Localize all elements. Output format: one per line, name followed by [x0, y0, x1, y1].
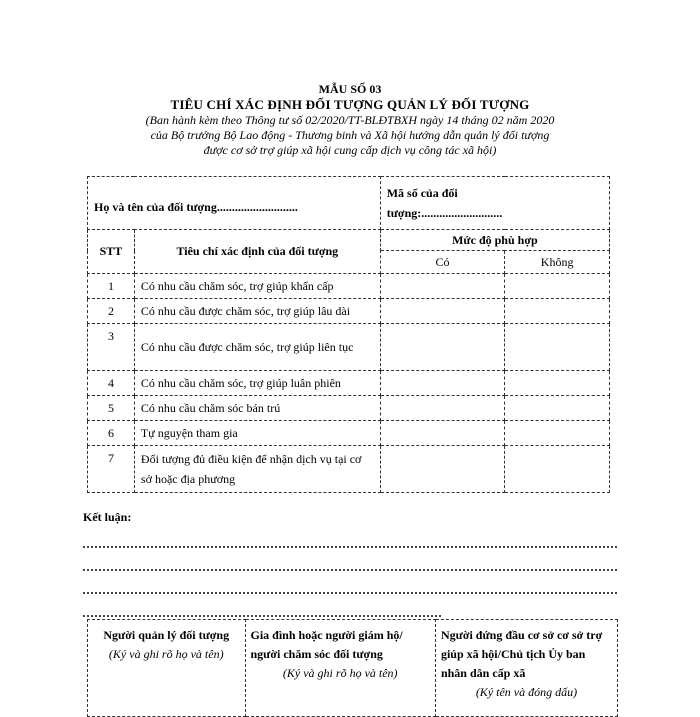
document-header — [80, 82, 620, 158]
signature-note: (Ký tên và đóng dấu) — [475, 685, 578, 699]
row-criteria: Có nhu cầu chăm sóc, trợ giúp khẩn cấp — [134, 274, 380, 299]
code-field-cell — [380, 177, 609, 230]
row-no-cell[interactable] — [505, 324, 610, 371]
row-no-cell[interactable] — [505, 396, 610, 421]
info-row — [88, 177, 610, 230]
signature-table — [87, 619, 618, 717]
column-header-stt: STT — [88, 230, 135, 274]
table-row — [88, 274, 610, 299]
criteria-table — [87, 176, 610, 493]
conclusion-line-2[interactable] — [83, 553, 617, 571]
row-yes-cell[interactable] — [380, 324, 505, 371]
row-no-cell[interactable] — [505, 421, 610, 446]
signature-title: Người quản lý đối tượng — [103, 628, 230, 642]
signature-cell-manager — [88, 620, 246, 717]
row-criteria: Đối tượng đủ điều kiện để nhận dịch vụ tại cơ sở hoặc địa phương — [134, 446, 380, 493]
row-stt: 5 — [88, 396, 135, 421]
table-row — [88, 421, 610, 446]
conclusion-label: Kết luận: — [83, 510, 132, 524]
conclusion-line-1[interactable] — [83, 530, 617, 548]
row-stt: 7 — [88, 446, 135, 493]
row-no-cell[interactable] — [505, 371, 610, 396]
row-yes-cell[interactable] — [380, 396, 505, 421]
signature-cell-head — [435, 620, 617, 717]
document-title: TIÊU CHÍ XÁC ĐỊNH ĐỐI TƯỢNG QUẢN LÝ ĐỐI TƯỢNG — [170, 97, 530, 112]
signature-note: (Ký và ghi rõ họ và tên) — [108, 647, 224, 661]
row-criteria: Tự nguyện tham gia — [134, 421, 380, 446]
conclusion-line-4[interactable] — [83, 599, 441, 617]
name-field-label: Họ và tên của đối tượng........................... — [88, 177, 381, 230]
code-field-label-line2: tượng:........................... — [386, 206, 503, 220]
signature-note: (Ký và ghi rõ họ và tên) — [282, 666, 398, 680]
row-stt: 4 — [88, 371, 135, 396]
row-criteria: Có nhu cầu chăm sóc, trợ giúp luân phiên — [134, 371, 380, 396]
table-row — [88, 299, 610, 324]
form-code: MẪU SỐ 03 — [318, 82, 382, 96]
row-no-cell[interactable] — [505, 274, 610, 299]
row-stt: 3 — [88, 324, 135, 371]
row-stt: 1 — [88, 274, 135, 299]
row-yes-cell[interactable] — [380, 299, 505, 324]
conclusion-section — [83, 509, 617, 617]
subtitle-line-2: của Bộ trưởng Bộ Lao động - Thương binh và Xã hội hướng dẫn quản lý đối tượng — [150, 128, 550, 142]
row-criteria: Có nhu cầu được chăm sóc, trợ giúp lâu dài — [134, 299, 380, 324]
row-yes-cell[interactable] — [380, 371, 505, 396]
row-criteria: Có nhu cầu chăm sóc bán trú — [134, 396, 380, 421]
column-header-yes: Có — [380, 251, 505, 274]
subtitle-line-3: được cơ sở trợ giúp xã hội cung cấp dịch vụ công tác xã hội) — [203, 143, 497, 157]
row-yes-cell[interactable] — [380, 446, 505, 493]
conclusion-line-3[interactable] — [83, 576, 617, 594]
column-header-level: Mức độ phù hợp — [380, 230, 609, 251]
row-criteria: Có nhu cầu được chăm sóc, trợ giúp liên tục — [134, 324, 380, 371]
table-row — [88, 446, 610, 493]
row-yes-cell[interactable] — [380, 274, 505, 299]
table-header-row — [88, 230, 610, 251]
signature-cell-family — [245, 620, 435, 717]
signature-row — [88, 620, 618, 717]
row-stt: 2 — [88, 299, 135, 324]
table-row — [88, 371, 610, 396]
row-no-cell[interactable] — [505, 299, 610, 324]
table-row — [88, 324, 610, 371]
row-no-cell[interactable] — [505, 446, 610, 493]
code-field-label-line1: Mã số của đối — [386, 186, 458, 200]
row-stt: 6 — [88, 421, 135, 446]
column-header-no: Không — [505, 251, 610, 274]
signature-title: Gia đình hoặc người giám hộ/ người chăm sóc đối tượng — [250, 628, 403, 661]
signature-title: Người đứng đầu cơ sở cơ sở trợ giúp xã hội/Chủ tịch Ủy ban nhân dân cấp xã — [440, 628, 603, 680]
row-yes-cell[interactable] — [380, 421, 505, 446]
subtitle-line-1: (Ban hành kèm theo Thông tư số 02/2020/TT-BLĐTBXH ngày 14 tháng 02 năm 2020 — [145, 113, 555, 127]
table-row — [88, 396, 610, 421]
column-header-criteria: Tiêu chí xác định của đối tượng — [134, 230, 380, 274]
